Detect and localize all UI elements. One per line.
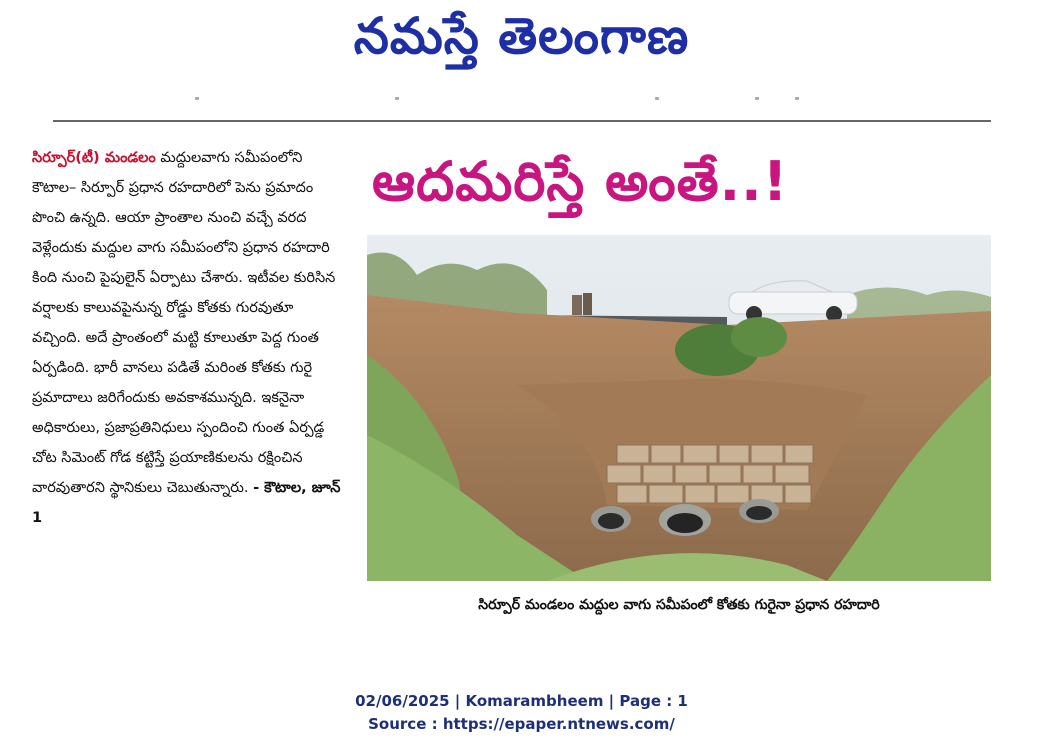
article-body	[32, 143, 342, 533]
footer-source-link[interactable]: Source : https://epaper.ntnews.com/	[368, 715, 675, 733]
eroded-road-photo	[367, 235, 991, 581]
article-dateline: - కౌటాల, జూన్ 1	[32, 480, 341, 526]
photo-caption: సిర్పూర్ మండలం మద్దుల వాగు సమీపంలో కోతకు గురైనా ప్రధాన రహదారి	[478, 597, 880, 613]
footer-edition-info: 02/06/2025 | Komarambheem | Page : 1	[355, 692, 688, 710]
header-divider	[53, 120, 991, 122]
article-headline: ఆదమరిస్తే అంతే..!	[372, 150, 789, 213]
article-text: మద్దులవాగు సమీపంలోని కౌటాల– సిర్పూర్ ప్రధాన రహదారిలో పెను ప్రమాదం పొంచి ఉన్నది. ఆయా ప్రాంతాల నుంచి వచ్చే వరద వెళ్లేందుకు మద్దుల వాగు సమీపంలోని ప్రధాన రహదారి కింది నుంచి పైపులైన్ ఏర్పాటు చేశారు. ఇటీవల కురిసిన వర్షాలకు కాలువపైనున్న రోడ్డు కోతకు గురవుతూ వచ్చింది. అదే ప్రాంతంలో మట్టి కూలుతూ పెద్ద గుంత ఏర్పడింది. భారీ వానలు పడితే మరింత కోతకు గురై ప్రమాదాలు జరిగేందుకు అవకాశమున్నది. ఇకనైనా అధికారులు, ప్రజాప్రతినిధులు స్పందించి గుంత ఏర్పడ్డ చోట సిమెంట్ గోడ కట్టిస్తే ప్రయాణికులను రక్షించిన వారవుతారని స్థానికులు చెబుతున్నారు.	[32, 150, 336, 496]
article-lead: సిర్పూర్(టీ) మండలం	[32, 150, 156, 166]
article-photo	[367, 235, 991, 581]
masthead-title: నమస్తే తెలంగాణ	[353, 6, 690, 65]
